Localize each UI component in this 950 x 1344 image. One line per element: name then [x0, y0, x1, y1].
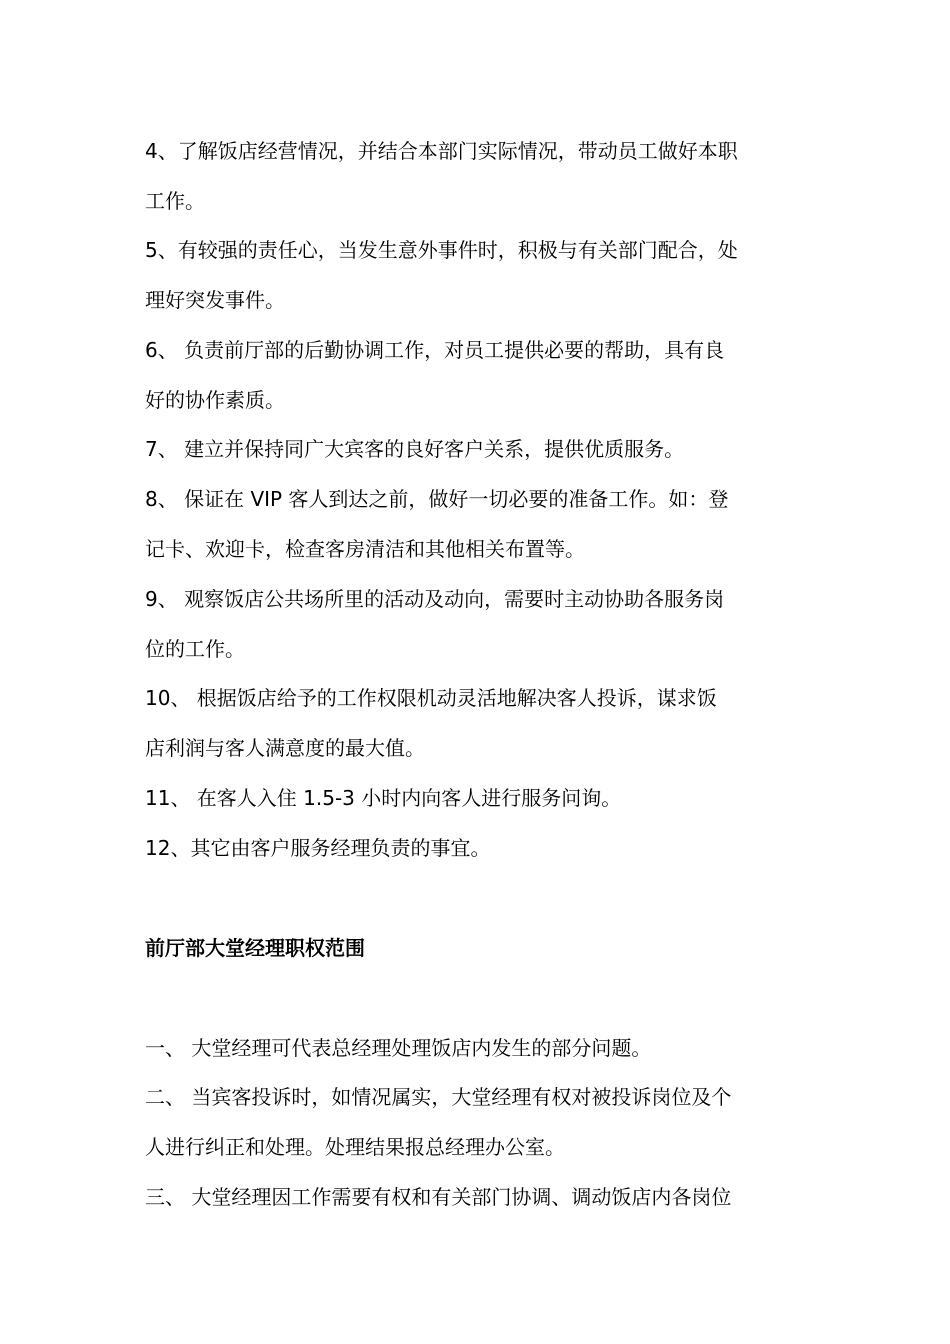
- duty-item-4-line-2: 工作。: [145, 189, 205, 213]
- duty-item-5-line-1: 5、有较强的责任心，当发生意外事件时，积极与有关部门配合，处: [145, 238, 738, 262]
- section-heading: 前厅部大堂经理职权范围: [145, 936, 365, 960]
- authority-item-2-line-2: 人进行纠正和处理。处理结果报总经理办公室。: [145, 1135, 565, 1159]
- duty-item-11: 11、 在客人入住 1.5-3 小时内向客人进行服务问询。: [145, 786, 622, 810]
- duty-item-10-line-1: 10、 根据饭店给予的工作权限机动灵活地解决客人投诉，谋求饭: [145, 686, 717, 710]
- duty-item-9-line-1: 9、 观察饭店公共场所里的活动及动向，需要时主动协助各服务岗: [145, 587, 725, 611]
- duty-item-5-line-2: 理好突发事件。: [145, 288, 285, 312]
- duty-item-7: 7、 建立并保持同广大宾客的良好客户关系，提供优质服务。: [145, 437, 685, 461]
- authority-item-2-line-1: 二、 当宾客投诉时，如情况属实，大堂经理有权对被投诉岗位及个: [145, 1085, 732, 1109]
- duty-item-8-line-1: 8、 保证在 VIP 客人到达之前，做好一切必要的准备工作。如：登: [145, 487, 729, 511]
- duty-item-12: 12、其它由客户服务经理负责的事宜。: [145, 836, 491, 860]
- duty-item-10-line-2: 店利润与客人满意度的最大值。: [145, 736, 425, 760]
- duty-item-8-line-2: 记卡、欢迎卡，检查客房清洁和其他相关布置等。: [145, 537, 585, 561]
- duty-item-6-line-1: 6、 负责前厅部的后勤协调工作，对员工提供必要的帮助，具有良: [145, 338, 725, 362]
- authority-item-1: 一、 大堂经理可代表总经理处理饭店内发生的部分问题。: [145, 1036, 652, 1060]
- duty-item-9-line-2: 位的工作。: [145, 637, 245, 661]
- duty-item-4-line-1: 4、了解饭店经营情况，并结合本部门实际情况，带动员工做好本职: [145, 139, 738, 163]
- authority-item-3-line-1: 三、 大堂经理因工作需要有权和有关部门协调、调动饭店内各岗位: [145, 1185, 732, 1209]
- duty-item-6-line-2: 好的协作素质。: [145, 388, 285, 412]
